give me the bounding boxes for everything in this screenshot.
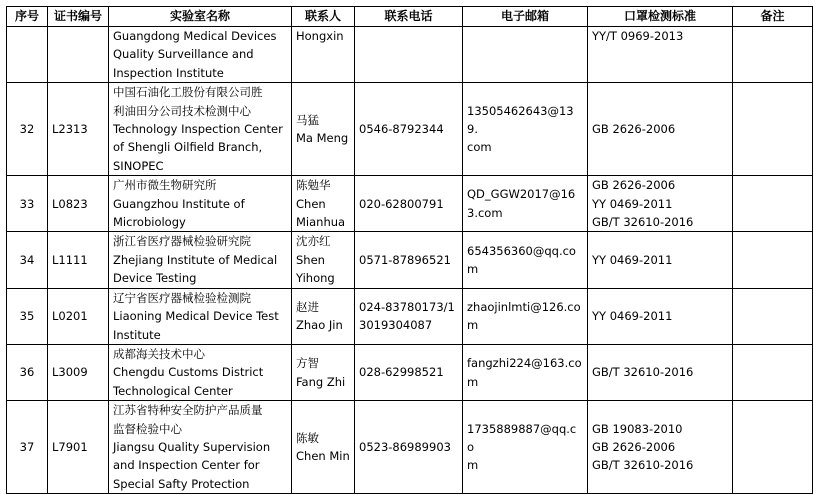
cell-cert: L0201 [48, 288, 109, 344]
cell-email: zhaojinlmti@126.co m [463, 288, 588, 344]
cell-lab: 浙江省医疗器械检验研究院 Zhejiang Institute of Medical Device Testing [109, 232, 292, 288]
cell-cert [48, 27, 109, 83]
cell-cert: L1111 [48, 232, 109, 288]
table-row [7, 83, 813, 176]
cell-standards: GB 2626-2006 YY 0469-2011 GB/T 32610-2016 [588, 176, 733, 232]
cell-standards: YY 0469-2011 [588, 288, 733, 344]
cell-cert: L7901 [48, 401, 109, 494]
cell-remark [733, 27, 813, 83]
header-cert: 证书编号 [48, 7, 109, 27]
cell-contact: Hongxin [292, 27, 355, 83]
table-header-row [7, 7, 813, 27]
cell-contact: 沈亦红 Shen Yihong [292, 232, 355, 288]
cell-remark [733, 232, 813, 288]
cell-no: 37 [7, 401, 48, 494]
cell-phone [355, 27, 463, 83]
cell-lab: 江苏省特种安全防护产品质量 监督检验中心 Jiangsu Quality Supervision and Inspection Center for Special Safty Protection [109, 401, 292, 494]
cell-remark [733, 401, 813, 494]
table-row [7, 232, 813, 288]
header-no: 序号 [7, 7, 48, 27]
cell-lab: 成都海关技术中心 Chengdu Customs District Technological Center [109, 344, 292, 400]
header-standards: 口罩检测标准 [588, 7, 733, 27]
cell-no: 34 [7, 232, 48, 288]
cell-email: 13505462643@139. com [463, 83, 588, 176]
cell-cert: L2313 [48, 83, 109, 176]
table-row [7, 176, 813, 232]
table-row [7, 401, 813, 494]
cell-contact: 赵进 Zhao Jin [292, 288, 355, 344]
table-row [7, 344, 813, 400]
header-remark: 备注 [733, 7, 813, 27]
cell-standards: YY 0469-2011 [588, 232, 733, 288]
cell-remark [733, 83, 813, 176]
cell-lab: Guangdong Medical Devices Quality Surveillance and Inspection Institute [109, 27, 292, 83]
cell-cert: L3009 [48, 344, 109, 400]
cell-phone: 0571-87896521 [355, 232, 463, 288]
cell-phone: 024-83780173/1 3019304087 [355, 288, 463, 344]
header-lab: 实验室名称 [109, 7, 292, 27]
cell-email: 1735889887@qq.co m [463, 401, 588, 494]
cell-email: QD_GGW2017@16 3.com [463, 176, 588, 232]
cell-cert: L0823 [48, 176, 109, 232]
table-row [7, 27, 813, 83]
cell-phone: 020-62800791 [355, 176, 463, 232]
cell-no: 32 [7, 83, 48, 176]
cell-contact: 陈敏 Chen Min [292, 401, 355, 494]
cell-lab: 辽宁省医疗器械检验检测院 Liaoning Medical Device Test Institute [109, 288, 292, 344]
header-contact: 联系人 [292, 7, 355, 27]
cell-phone: 0546-8792344 [355, 83, 463, 176]
cell-email: 654356360@qq.co m [463, 232, 588, 288]
cell-contact: 马猛 Ma Meng [292, 83, 355, 176]
cell-phone: 0523-86989903 [355, 401, 463, 494]
cell-contact: 方智 Fang Zhi [292, 344, 355, 400]
header-phone: 联系电话 [355, 7, 463, 27]
cell-standards: GB 19083-2010 GB 2626-2006 GB/T 32610-2016 [588, 401, 733, 494]
cell-remark [733, 176, 813, 232]
cell-remark [733, 288, 813, 344]
laboratory-table [6, 6, 813, 494]
cell-email [463, 27, 588, 83]
cell-no: 36 [7, 344, 48, 400]
cell-standards: YY/T 0969-2013 [588, 27, 733, 83]
cell-lab: 中国石油化工股份有限公司胜 利油田分公司技术检测中心 Technology Inspection Center of Shengli Oilfield Branch, SINOPEC [109, 83, 292, 176]
table-row [7, 288, 813, 344]
cell-phone: 028-62998521 [355, 344, 463, 400]
cell-no: 35 [7, 288, 48, 344]
cell-lab: 广州市微生物研究所 Guangzhou Institute of Microbiology [109, 176, 292, 232]
cell-email: fangzhi224@163.co m [463, 344, 588, 400]
cell-standards: GB 2626-2006 [588, 83, 733, 176]
cell-standards: GB/T 32610-2016 [588, 344, 733, 400]
header-email: 电子邮箱 [463, 7, 588, 27]
cell-no [7, 27, 48, 83]
cell-no: 33 [7, 176, 48, 232]
cell-contact: 陈勉华 Chen Mianhua [292, 176, 355, 232]
cell-remark [733, 344, 813, 400]
